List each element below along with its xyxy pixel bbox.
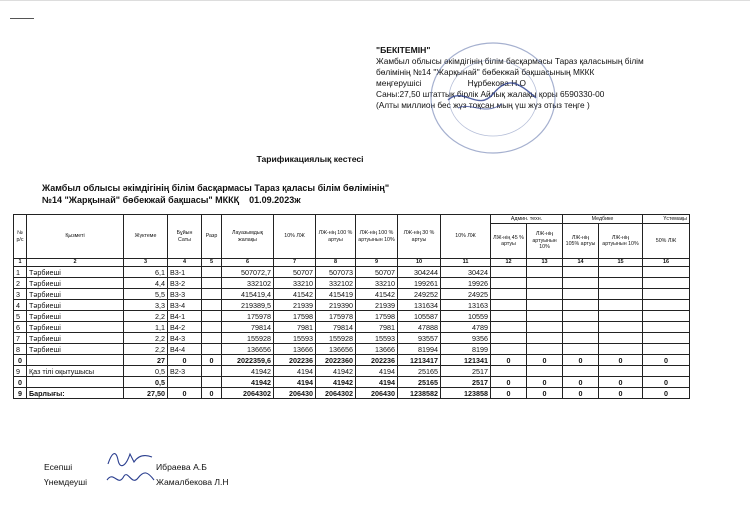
cell-p30: 1213417 <box>398 355 441 366</box>
column-number: 16 <box>643 259 690 267</box>
cell-load: 6,1 <box>124 267 168 278</box>
cell-a45: 0 <box>491 377 527 388</box>
cell-p10: 33210 <box>274 278 316 289</box>
cell-grade <box>202 333 222 344</box>
cell-u50 <box>643 267 690 278</box>
cell-grade <box>202 278 222 289</box>
cell-sal: 2064302 <box>222 388 274 399</box>
cell-a45 <box>491 311 527 322</box>
cell-m10 <box>599 267 643 278</box>
header-nurse-10: ЛЖ-нің артуынын 10% <box>599 224 643 259</box>
cell-grade <box>202 289 222 300</box>
cell-p100i: 4194 <box>356 366 398 377</box>
cell-m10 <box>599 366 643 377</box>
cell-ctype: В4-2 <box>168 322 202 333</box>
cell-sal: 136656 <box>222 344 274 355</box>
cell-p100i: 17598 <box>356 311 398 322</box>
cell-p30: 25165 <box>398 366 441 377</box>
cell-sal: 507072,7 <box>222 267 274 278</box>
cell-u50 <box>643 311 690 322</box>
cell-p10b: 4789 <box>441 322 491 333</box>
cell-p100: 41942 <box>316 366 356 377</box>
cell-load: 1,1 <box>124 322 168 333</box>
cell-p100: 41942 <box>316 377 356 388</box>
corner-mark <box>10 18 34 19</box>
cell-u50 <box>643 300 690 311</box>
cell-sal: 79814 <box>222 322 274 333</box>
cell-p10b: 8199 <box>441 344 491 355</box>
cell-load: 0,5 <box>124 377 168 388</box>
cell-u50 <box>643 278 690 289</box>
cell-pos: Барлығы: <box>27 388 124 399</box>
cell-u50 <box>643 322 690 333</box>
cell-p10b: 2517 <box>441 377 491 388</box>
column-number: 13 <box>527 259 563 267</box>
signer-role-accountant: Есепші <box>44 462 73 472</box>
cell-m105 <box>563 333 599 344</box>
table-row <box>14 278 690 289</box>
approval-line: Жамбыл облысы әкімдігінің білім басқармасы Тараз қаласының білім <box>376 56 644 66</box>
cell-grade <box>202 267 222 278</box>
cell-pos <box>27 377 124 388</box>
cell-grade <box>202 311 222 322</box>
header-admin-10: ЛЖ-нің артуынын 10% <box>527 224 563 259</box>
cell-p30: 105587 <box>398 311 441 322</box>
column-number: 5 <box>202 259 222 267</box>
cell-m10: 0 <box>599 377 643 388</box>
cell-m10 <box>599 344 643 355</box>
header-load: Жүктеме <box>124 215 168 259</box>
cell-p30: 304244 <box>398 267 441 278</box>
cell-p10b: 121341 <box>441 355 491 366</box>
cell-p10: 21939 <box>274 300 316 311</box>
cell-a10 <box>527 366 563 377</box>
header-category: Бұйын Саты <box>168 215 202 259</box>
cell-a45 <box>491 322 527 333</box>
header-grade: Разр <box>202 215 222 259</box>
cell-u50: 0 <box>643 388 690 399</box>
cell-sal: 219389,5 <box>222 300 274 311</box>
cell-m105 <box>563 267 599 278</box>
cell-sal: 175978 <box>222 311 274 322</box>
cell-a45 <box>491 289 527 300</box>
cell-load: 2,2 <box>124 333 168 344</box>
cell-p100: 2022360 <box>316 355 356 366</box>
cell-ctype: В3-3 <box>168 289 202 300</box>
cell-m10: 0 <box>599 355 643 366</box>
header-100pct: ЛЖ-нің 100 % артуы <box>316 215 356 259</box>
approval-header: "БЕКІТЕМІН" <box>376 45 431 55</box>
cell-m10 <box>599 289 643 300</box>
cell-load: 2,2 <box>124 344 168 355</box>
cell-a45 <box>491 278 527 289</box>
cell-load: 5,5 <box>124 289 168 300</box>
column-number: 11 <box>441 259 491 267</box>
column-number: 3 <box>124 259 168 267</box>
cell-a45 <box>491 366 527 377</box>
cell-p10b: 123858 <box>441 388 491 399</box>
cell-m10 <box>599 333 643 344</box>
group-header-allowance: Үстемақы <box>643 215 690 224</box>
official-stamp-icon <box>418 38 568 156</box>
document-title: Тарификациялық кестесі <box>256 154 364 164</box>
cell-m105: 0 <box>563 377 599 388</box>
cell-m105: 0 <box>563 388 599 399</box>
approval-line: бөлімінің №14 "Жарқынай" бөбекжай бақшасының МККК <box>376 67 595 77</box>
cell-n: 5 <box>14 311 27 322</box>
cell-m105: 0 <box>563 355 599 366</box>
header-position: Қызметі <box>27 215 124 259</box>
cell-p100: 136656 <box>316 344 356 355</box>
cell-pos: Тәрбиеші <box>27 300 124 311</box>
cell-pos: Тәрбиеші <box>27 344 124 355</box>
cell-p10b: 24925 <box>441 289 491 300</box>
table-row <box>14 267 690 278</box>
cell-n: 7 <box>14 333 27 344</box>
cell-p100i: 13666 <box>356 344 398 355</box>
column-number: 15 <box>599 259 643 267</box>
cell-ctype: 0 <box>168 355 202 366</box>
cell-pos: Тәрбиеші <box>27 278 124 289</box>
header-num: № р/с <box>14 215 27 259</box>
signature-economist-icon <box>104 468 156 490</box>
header-10pct-b: 10% ЛЖ <box>441 215 491 259</box>
cell-m105 <box>563 289 599 300</box>
column-number: 2 <box>27 259 124 267</box>
cell-u50 <box>643 344 690 355</box>
organization-line-2: №14 "Жарқынай" бөбекжай бақшасы" МККҚ 01.09.2023ж <box>42 195 301 205</box>
cell-p100i: 21939 <box>356 300 398 311</box>
cell-pos: Тәрбиеші <box>27 311 124 322</box>
cell-p10: 202236 <box>274 355 316 366</box>
signer-role-economist: Үнемдеуші <box>44 477 88 487</box>
cell-ctype: В4-3 <box>168 333 202 344</box>
cell-grade <box>202 322 222 333</box>
column-number: 12 <box>491 259 527 267</box>
cell-a10 <box>527 300 563 311</box>
cell-p100: 507073 <box>316 267 356 278</box>
cell-p100: 175978 <box>316 311 356 322</box>
cell-m105 <box>563 300 599 311</box>
cell-p10: 15593 <box>274 333 316 344</box>
table-row <box>14 322 690 333</box>
signature-accountant-icon <box>104 448 156 468</box>
cell-p100: 219390 <box>316 300 356 311</box>
group-header-admin: Админ. техн. <box>491 215 563 224</box>
cell-sal: 2022359,6 <box>222 355 274 366</box>
cell-m105 <box>563 344 599 355</box>
cell-a10 <box>527 311 563 322</box>
cell-m10: 0 <box>599 388 643 399</box>
table-row <box>14 388 690 399</box>
cell-a10: 0 <box>527 355 563 366</box>
column-number-row <box>14 259 690 267</box>
cell-load: 4,4 <box>124 278 168 289</box>
cell-p10: 4194 <box>274 366 316 377</box>
cell-pos: Қаз тілі оқытушысы <box>27 366 124 377</box>
table-row <box>14 366 690 377</box>
cell-load: 27,50 <box>124 388 168 399</box>
cell-pos: Тәрбиеші <box>27 322 124 333</box>
cell-sal: 41942 <box>222 366 274 377</box>
approval-line: меңгерушісі Нұрбекова.Н.О <box>376 78 526 88</box>
cell-u50 <box>643 366 690 377</box>
header-100pct-increase: ЛЖ-нің 100 % артуынын 10% <box>356 215 398 259</box>
cell-p10b: 30424 <box>441 267 491 278</box>
column-number: 14 <box>563 259 599 267</box>
cell-a10 <box>527 322 563 333</box>
cell-p30: 93557 <box>398 333 441 344</box>
cell-p100i: 50707 <box>356 267 398 278</box>
cell-ctype: В4-1 <box>168 311 202 322</box>
cell-grade <box>202 366 222 377</box>
cell-p10b: 13163 <box>441 300 491 311</box>
cell-p100i: 7981 <box>356 322 398 333</box>
cell-p10b: 9356 <box>441 333 491 344</box>
tariff-table <box>13 214 690 399</box>
cell-p10b: 10559 <box>441 311 491 322</box>
cell-p100i: 41542 <box>356 289 398 300</box>
header-30pct: ЛЖ-нің 30 % артуы <box>398 215 441 259</box>
cell-n: 6 <box>14 322 27 333</box>
column-number: 10 <box>398 259 441 267</box>
cell-a45: 0 <box>491 388 527 399</box>
signer-name-economist: Жамалбекова Л.Н <box>156 477 229 487</box>
cell-pos <box>27 355 124 366</box>
cell-ctype: В3-1 <box>168 267 202 278</box>
column-number: 6 <box>222 259 274 267</box>
cell-ctype: В3-2 <box>168 278 202 289</box>
approval-line: Саны:27,50 штаттық бірлік Айлық жалақы қоры 6590330-00 <box>376 89 605 99</box>
cell-p100: 155928 <box>316 333 356 344</box>
cell-ctype: В3-4 <box>168 300 202 311</box>
cell-p100: 2064302 <box>316 388 356 399</box>
table-body <box>14 259 690 399</box>
cell-p30: 81994 <box>398 344 441 355</box>
column-number: 7 <box>274 259 316 267</box>
cell-load: 2,2 <box>124 311 168 322</box>
cell-p10: 17598 <box>274 311 316 322</box>
signer-name-accountant: Ибраева А.Б <box>156 462 207 472</box>
cell-n: 0 <box>14 377 27 388</box>
cell-u50: 0 <box>643 377 690 388</box>
cell-m10 <box>599 322 643 333</box>
header-nurse-105: ЛЖ-нің 105% артуы <box>563 224 599 259</box>
cell-sal: 155928 <box>222 333 274 344</box>
cell-ctype: В2-3 <box>168 366 202 377</box>
cell-m10 <box>599 300 643 311</box>
cell-n: 1 <box>14 267 27 278</box>
cell-a45 <box>491 333 527 344</box>
cell-m105 <box>563 278 599 289</box>
cell-grade <box>202 377 222 388</box>
cell-ctype: 0 <box>168 388 202 399</box>
table-row <box>14 300 690 311</box>
group-header-nurse: Медбике <box>563 215 643 224</box>
cell-p100i: 33210 <box>356 278 398 289</box>
cell-p30: 199261 <box>398 278 441 289</box>
cell-a10 <box>527 278 563 289</box>
cell-a10 <box>527 344 563 355</box>
cell-p10: 206430 <box>274 388 316 399</box>
cell-a45 <box>491 267 527 278</box>
cell-a45: 0 <box>491 355 527 366</box>
cell-p100: 415419 <box>316 289 356 300</box>
cell-p10b: 19926 <box>441 278 491 289</box>
cell-p30: 25165 <box>398 377 441 388</box>
column-number: 1 <box>14 259 27 267</box>
cell-a10 <box>527 333 563 344</box>
cell-p10: 7981 <box>274 322 316 333</box>
cell-p100i: 202236 <box>356 355 398 366</box>
table-row <box>14 355 690 366</box>
cell-sal: 41942 <box>222 377 274 388</box>
organization-line-1: Жамбыл облысы әкімдігінің білім басқармасы Тараз қаласы білім бөлімінің" <box>42 183 390 193</box>
header-salary: Лауазымдық жалақы <box>222 215 274 259</box>
cell-m105 <box>563 322 599 333</box>
cell-p30: 47888 <box>398 322 441 333</box>
cell-n: 9 <box>14 388 27 399</box>
cell-p10: 13666 <box>274 344 316 355</box>
cell-p10: 41542 <box>274 289 316 300</box>
cell-pos: Тәрбиеші <box>27 333 124 344</box>
cell-a10 <box>527 289 563 300</box>
cell-n: 3 <box>14 289 27 300</box>
cell-load: 0,5 <box>124 366 168 377</box>
cell-p10: 4194 <box>274 377 316 388</box>
cell-a10: 0 <box>527 388 563 399</box>
cell-p30: 249252 <box>398 289 441 300</box>
cell-p10b: 2517 <box>441 366 491 377</box>
approval-line: (Алты миллион бес жүз тоқсан мың үш жүз отыз теңге ) <box>376 100 590 110</box>
cell-n: 8 <box>14 344 27 355</box>
cell-grade <box>202 300 222 311</box>
cell-load: 27 <box>124 355 168 366</box>
table-row <box>14 311 690 322</box>
cell-a10 <box>527 267 563 278</box>
cell-m10 <box>599 278 643 289</box>
cell-ctype <box>168 377 202 388</box>
cell-u50 <box>643 289 690 300</box>
table-row <box>14 333 690 344</box>
column-number: 9 <box>356 259 398 267</box>
cell-m10 <box>599 311 643 322</box>
cell-grade: 0 <box>202 388 222 399</box>
cell-a10: 0 <box>527 377 563 388</box>
cell-u50: 0 <box>643 355 690 366</box>
cell-n: 4 <box>14 300 27 311</box>
cell-n: 0 <box>14 355 27 366</box>
cell-a45 <box>491 344 527 355</box>
cell-p100i: 206430 <box>356 388 398 399</box>
cell-n: 2 <box>14 278 27 289</box>
cell-sal: 415419,4 <box>222 289 274 300</box>
header-allowance-50: 50% ЛЖ <box>643 224 690 259</box>
cell-p100i: 4194 <box>356 377 398 388</box>
cell-p100: 79814 <box>316 322 356 333</box>
header-10pct: 10% ЛЖ <box>274 215 316 259</box>
cell-p30: 1238582 <box>398 388 441 399</box>
cell-a45 <box>491 300 527 311</box>
cell-m105 <box>563 311 599 322</box>
cell-p10: 50707 <box>274 267 316 278</box>
cell-p100i: 15593 <box>356 333 398 344</box>
header-admin-45: ЛЖ-нің 45 % артуы <box>491 224 527 259</box>
cell-u50 <box>643 333 690 344</box>
cell-n: 9 <box>14 366 27 377</box>
cell-pos: Тәрбиеші <box>27 267 124 278</box>
table-row <box>14 289 690 300</box>
column-number: 4 <box>168 259 202 267</box>
cell-grade <box>202 344 222 355</box>
cell-m105 <box>563 366 599 377</box>
cell-p30: 131634 <box>398 300 441 311</box>
cell-sal: 332102 <box>222 278 274 289</box>
cell-load: 3,3 <box>124 300 168 311</box>
table-row <box>14 377 690 388</box>
cell-p100: 332102 <box>316 278 356 289</box>
table-row <box>14 344 690 355</box>
cell-grade: 0 <box>202 355 222 366</box>
cell-ctype: В4-4 <box>168 344 202 355</box>
cell-pos: Тәрбиеші <box>27 289 124 300</box>
column-number: 8 <box>316 259 356 267</box>
